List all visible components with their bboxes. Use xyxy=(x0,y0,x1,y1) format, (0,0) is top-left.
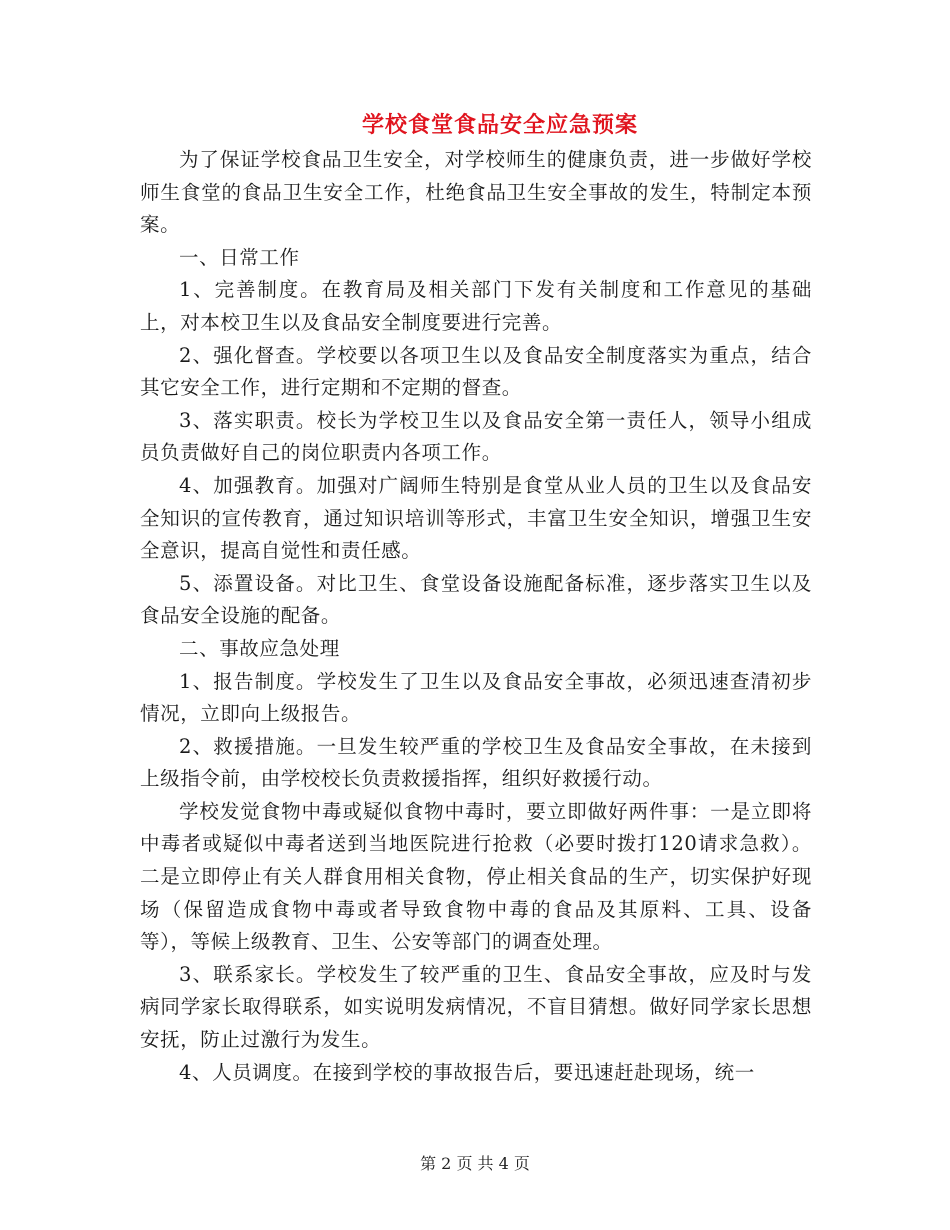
paragraph-item: 3、联系家长。学校发生了较严重的卫生、食品安全事故，应及时与发病同学家长取得联系，如实说明发病情况，不盲目猜想。做好同学家长思想安抚，防止过激行为发生。 xyxy=(140,962,812,1052)
paragraph-item: 学校发觉食物中毒或疑似食物中毒时，要立即做好两件事：一是立即将中毒者或疑似中毒者送到当地医院进行抢救（必要时拨打120请求急救）。二是立即停止有关人群食用相关食物，停止相关食品的生产，切实保护好现场（保留造成食物中毒或者导致食物中毒的食品及其原料、工具、设备等），等候上级教育、卫生、公安等部门的调查处理。 xyxy=(140,799,812,954)
page-footer xyxy=(0,1152,950,1176)
paragraph-item: 5、添置设备。对比卫生、食堂设备设施配备标准，逐步落实卫生以及食品安全设施的配备。 xyxy=(140,571,812,628)
paragraph-item: 2、强化督查。学校要以各项卫生以及食品安全制度落实为重点，结合其它安全工作，进行定期和不定期的督查。 xyxy=(140,343,812,400)
paragraph-item: 1、报告制度。学校发生了卫生以及食品安全事故，必须迅速查清初步情况，立即向上级报告。 xyxy=(140,669,812,726)
paragraph-item: 2、救援措施。一旦发生较严重的学校卫生及食品安全事故，在未接到上级指令前，由学校校长负责救援指挥，组织好救援行动。 xyxy=(140,734,812,791)
paragraph-item: 3、落实职责。校长为学校卫生以及食品安全第一责任人，领导小组成员负责做好自己的岗位职责内各项工作。 xyxy=(140,408,812,465)
document-title: 学校食堂食品安全应急预案 xyxy=(361,112,638,138)
document-body xyxy=(140,144,812,1089)
section-heading-emergency: 二、事故应急处理 xyxy=(179,636,340,660)
section-heading-daily-work: 一、日常工作 xyxy=(179,245,300,269)
paragraph-item: 1、完善制度。在教育局及相关部门下发有关制度和工作意见的基础上，对本校卫生以及食品安全制度要进行完善。 xyxy=(140,278,812,334)
paragraph-intro: 为了保证学校食品卫生安全，对学校师生的健康负责，进一步做好学校师生食堂的食品卫生安全工作，杜绝食品卫生安全事故的发生，特制定本预案。 xyxy=(140,148,812,237)
paragraph-item: 4、人员调度。在接到学校的事故报告后，要迅速赶赴现场，统一 xyxy=(179,1060,755,1084)
paragraph-item: 4、加强教育。加强对广阔师生特别是食堂从业人员的卫生以及食品安全知识的宣传教育，通过知识培训等形式，丰富卫生安全知识，增强卫生安全意识，提高自觉性和责任感。 xyxy=(140,473,812,563)
page-number: 第 2 页 共 4 页 xyxy=(420,1154,530,1173)
